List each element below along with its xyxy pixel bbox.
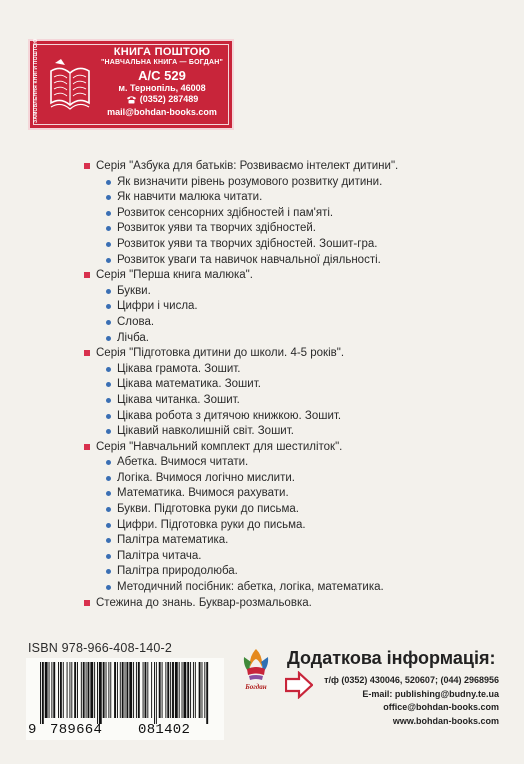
series-title-text: Серія "Підготовка дитини до школи. 4-5 років".: [96, 347, 345, 360]
barcode-bar: [45, 662, 48, 718]
info-email: E-mail: publishing@budny.te.ua: [362, 688, 499, 699]
barcode-bar: [94, 662, 95, 718]
round-bullet-icon: [106, 523, 111, 528]
book-title: Цікавий навколишній світ. Зошит.: [117, 425, 294, 438]
book-title: Букви. Підготовка руки до письма.: [117, 503, 299, 516]
barcode-bar: [58, 662, 59, 718]
book-list-item: [84, 299, 504, 315]
round-bullet-icon: [106, 304, 111, 309]
barcode-bar: [125, 662, 126, 718]
round-bullet-icon: [106, 538, 111, 543]
barcode-bar: [74, 662, 76, 718]
barcode-bar: [51, 662, 52, 718]
barcode-bar: [60, 662, 62, 718]
round-bullet-icon: [106, 569, 111, 574]
barcode-bar: [106, 662, 107, 718]
barcode-bar: [199, 662, 201, 718]
barcode-bar: [117, 662, 118, 718]
stamp-phone: (0352) 287489: [139, 94, 199, 104]
series-title: [84, 268, 504, 284]
barcode-bar: [187, 662, 189, 718]
book-title: Розвиток уваги та навичок навчальної діяльності.: [117, 253, 381, 266]
barcode-bar: [167, 662, 169, 718]
barcode-bar: [175, 662, 178, 718]
round-bullet-icon: [106, 211, 111, 216]
square-bullet-icon: [84, 272, 90, 278]
round-bullet-icon: [106, 429, 111, 434]
book-title: Цікава робота з дитячою книжкою. Зошит.: [117, 409, 342, 422]
book-list-item: [84, 502, 504, 518]
barcode-bar: [170, 662, 171, 718]
barcode: [26, 658, 224, 740]
book-list-item: [84, 221, 504, 237]
barcode-bar: [99, 662, 102, 724]
arrow-right-icon: [285, 671, 313, 699]
book-list-item: [84, 564, 504, 580]
info-phone: т/ф (0352) 430046, 520607; (044) 2968956: [324, 675, 499, 685]
round-bullet-icon: [106, 491, 111, 496]
book-title: Букви.: [117, 284, 151, 297]
book-title: Цікава читанка. Зошит.: [117, 393, 240, 406]
book-list-item: [84, 580, 504, 596]
additional-info-title: Додаткова інформація:: [287, 648, 496, 668]
barcode-bar: [172, 662, 174, 718]
barcode-bar: [122, 662, 124, 718]
barcode-bar: [133, 662, 134, 718]
info-website: www.bohdan-books.com: [392, 715, 499, 726]
book-title: Як навчити малюка читати.: [117, 191, 263, 204]
square-bullet-icon: [84, 444, 90, 450]
book-list-item: [84, 533, 504, 549]
book-title: Слова.: [117, 315, 155, 328]
round-bullet-icon: [106, 195, 111, 200]
series-title-text: Серія "Перша книга малюка".: [96, 269, 253, 282]
round-bullet-icon: [106, 367, 111, 372]
round-bullet-icon: [106, 242, 111, 247]
barcode-bar: [110, 662, 111, 718]
book-title: Логіка. Вчимося логічно мислити.: [117, 471, 295, 484]
round-bullet-icon: [106, 585, 111, 590]
book-list-item: [84, 486, 504, 502]
barcode-bar: [97, 662, 98, 724]
round-bullet-icon: [106, 507, 111, 512]
barcode-bars: [40, 662, 220, 724]
book-list-item: [84, 393, 504, 409]
barcode-bar: [183, 662, 186, 718]
book-title: Цікава математика. Зошит.: [117, 378, 261, 391]
book-title: Розвиток уяви та творчих здібностей. Зошит-гра.: [117, 237, 378, 250]
barcode-bar: [156, 662, 157, 724]
barcode-bar: [69, 662, 70, 718]
book-list-item: [84, 377, 504, 393]
barcode-bar: [165, 662, 166, 718]
round-bullet-icon: [106, 382, 111, 387]
barcode-bar: [126, 662, 128, 718]
barcode-bar: [202, 662, 203, 718]
round-bullet-icon: [106, 476, 111, 481]
barcode-bar: [81, 662, 82, 718]
book-list-item: [84, 549, 504, 565]
book-title: Палітра читача.: [117, 549, 202, 562]
book-list-item: [84, 518, 504, 534]
square-bullet-icon: [84, 163, 90, 169]
series-title: [84, 346, 504, 362]
book-list-item: [84, 455, 504, 471]
book-list-item: [84, 284, 504, 300]
barcode-bar: [53, 662, 55, 718]
open-book-icon: [47, 57, 93, 119]
barcode-first-digit: 9: [28, 722, 37, 738]
book-title: Абетка. Вчимося читати.: [117, 456, 249, 469]
barcode-bar: [193, 662, 194, 718]
round-bullet-icon: [106, 398, 111, 403]
barcode-bar: [147, 662, 148, 718]
barcode-bar: [204, 662, 205, 718]
stamp-subtitle: "НАВЧАЛЬНА КНИГА — БОГДАН": [101, 59, 223, 66]
series-title-text: Стежина до знань. Буквар-розмальовка.: [96, 596, 312, 609]
barcode-bar: [40, 662, 41, 724]
barcode-bar: [151, 662, 152, 718]
stamp-text-block: [92, 45, 232, 118]
barcode-bar: [145, 662, 147, 718]
stamp-side-text: ЗАМОВЛЕННЯ КНИГИ ПОШТОЮ: [33, 38, 39, 123]
barcode-bar: [159, 662, 161, 718]
series-title: [84, 159, 504, 175]
barcode-bar: [42, 662, 44, 724]
barcode-bar: [86, 662, 87, 718]
book-list-item: [84, 206, 504, 222]
mail-order-stamp: [28, 39, 234, 130]
book-list-item: [84, 471, 504, 487]
stamp-title: КНИГА ПОШТОЮ: [113, 46, 211, 58]
book-title: Цікава грамота. Зошит.: [117, 362, 241, 375]
barcode-bar: [90, 662, 93, 718]
stamp-city: м. Тернопіль, 46008: [118, 83, 206, 93]
barcode-bar: [49, 662, 50, 718]
book-title: Як визначити рівень розумового розвитку дитини.: [117, 175, 383, 188]
barcode-bar: [136, 662, 137, 718]
series-title-text: Серія "Навчальний комплект для шестиліток".: [96, 440, 343, 453]
barcode-bar: [71, 662, 72, 718]
publisher-logo: [240, 647, 272, 691]
barcode-bar: [63, 662, 64, 718]
stamp-email: mail@bohdan-books.com: [107, 107, 217, 117]
book-list-item: [84, 253, 504, 269]
barcode-bar: [108, 662, 109, 718]
barcode-bar: [120, 662, 121, 718]
round-bullet-icon: [106, 460, 111, 465]
series-title: [84, 440, 504, 456]
series-title: [84, 596, 504, 612]
barcode-bar: [114, 662, 116, 718]
book-title: Палітра математика.: [117, 534, 229, 547]
barcode-bar: [190, 662, 191, 718]
barcode-bar: [195, 662, 196, 718]
book-title: Розвиток уяви та творчих здібностей.: [117, 222, 316, 235]
book-series-list: [84, 159, 504, 611]
barcode-bar: [179, 662, 180, 718]
book-title: Розвиток сенсорних здібностей і пам'яті.: [117, 206, 334, 219]
stamp-po-box: А/С 529: [138, 68, 186, 83]
round-bullet-icon: [106, 554, 111, 559]
book-list-item: [84, 315, 504, 331]
book-title: Палітра природолюба.: [117, 565, 238, 578]
book-title: Цифри і числа.: [117, 300, 198, 313]
info-office-email: office@bohdan-books.com: [383, 702, 499, 712]
barcode-bar: [67, 662, 68, 718]
book-list-item: [84, 409, 504, 425]
book-list-item: [84, 190, 504, 206]
barcode-bar: [88, 662, 90, 718]
publisher-logo-text: Богдан: [245, 683, 267, 691]
book-list-item: [84, 237, 504, 253]
book-title: Методичний посібник: абетка, логіка, математика.: [117, 581, 384, 594]
barcode-bar: [154, 662, 155, 724]
round-bullet-icon: [106, 320, 111, 325]
book-list-item: [84, 362, 504, 378]
barcode-bar: [103, 662, 105, 718]
square-bullet-icon: [84, 350, 90, 356]
telephone-icon: [126, 95, 137, 104]
barcode-right-group: 081402: [138, 722, 191, 738]
round-bullet-icon: [106, 180, 111, 185]
contact-info: [314, 674, 499, 728]
book-list-item: [84, 175, 504, 191]
barcode-bar: [129, 662, 132, 718]
barcode-bar: [77, 662, 78, 718]
book-list-item: [84, 424, 504, 440]
round-bullet-icon: [106, 336, 111, 341]
round-bullet-icon: [106, 258, 111, 263]
square-bullet-icon: [84, 600, 90, 606]
round-bullet-icon: [106, 226, 111, 231]
barcode-bar: [143, 662, 144, 718]
barcode-bar: [206, 662, 208, 724]
book-title: Цифри. Підготовка руки до письма.: [117, 518, 306, 531]
series-title-text: Серія "Азбука для батьків: Розвиваємо інтелект дитини".: [96, 160, 399, 172]
barcode-left-group: 789664: [50, 722, 103, 738]
book-list-item: [84, 331, 504, 347]
barcode-bar: [182, 662, 183, 718]
round-bullet-icon: [106, 414, 111, 419]
round-bullet-icon: [106, 289, 111, 294]
isbn-number: ISBN 978-966-408-140-2: [28, 641, 173, 655]
book-title: Лічба.: [117, 331, 150, 344]
barcode-bar: [83, 662, 85, 718]
barcode-bar: [162, 662, 163, 718]
barcode-bar: [138, 662, 140, 718]
book-title: Математика. Вчимося рахувати.: [117, 487, 289, 500]
